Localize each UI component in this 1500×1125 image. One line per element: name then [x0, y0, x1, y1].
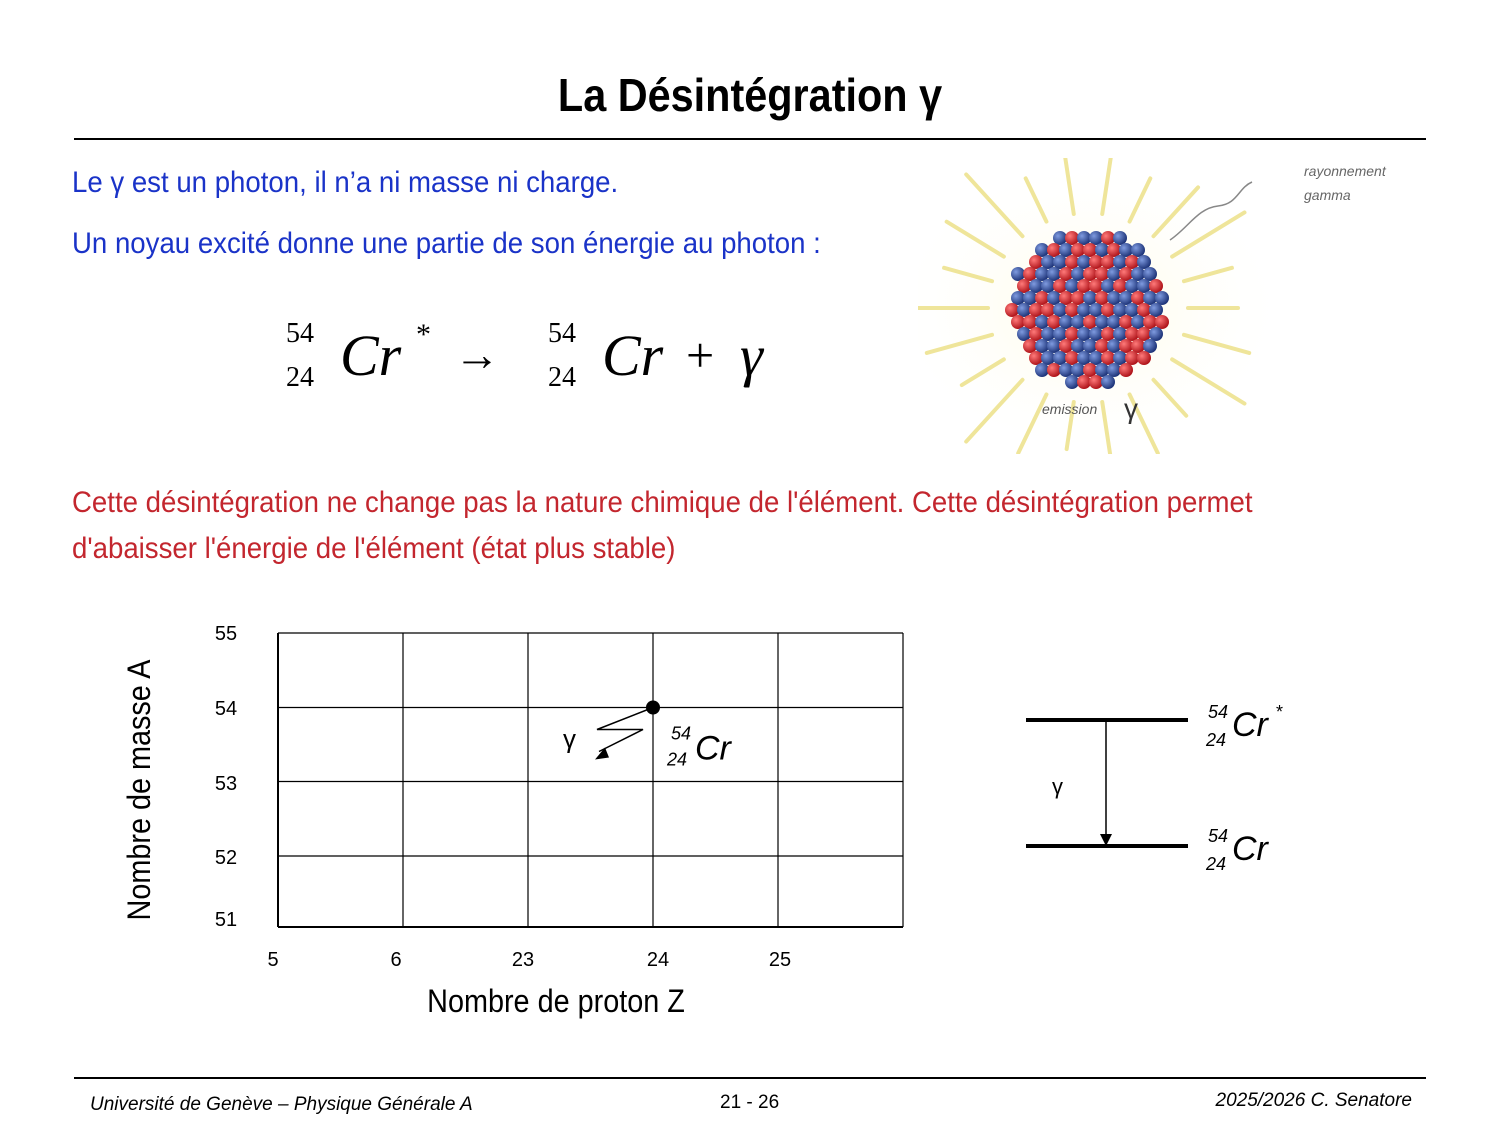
neutron [1089, 327, 1103, 341]
neutron [1137, 255, 1151, 269]
neutron [1143, 267, 1157, 281]
neutron [1053, 351, 1067, 365]
eq-plus: + [686, 327, 715, 383]
proton [1119, 267, 1133, 281]
label-emission: emission [1042, 401, 1098, 417]
neutron [1143, 291, 1157, 305]
neutron [1095, 315, 1109, 329]
x-tick-label: 6 [390, 949, 402, 971]
proton [1113, 279, 1127, 293]
neutron [1131, 243, 1145, 257]
x-tick-label: 5 [267, 949, 279, 971]
proton [1005, 303, 1019, 317]
proton [1029, 255, 1043, 269]
proton [1089, 279, 1103, 293]
proton [1065, 231, 1079, 245]
y-tick-label: 54 [214, 698, 238, 720]
y-axis-label: Nombre de masse A [121, 659, 158, 921]
neutron [1077, 327, 1091, 341]
footer-left: Université de Genève – Physique Générale A [90, 1094, 473, 1115]
neutron [1071, 339, 1085, 353]
eq-excited-star: * [416, 318, 431, 351]
proton [1077, 375, 1091, 389]
neutron [1065, 375, 1079, 389]
proton [1101, 231, 1115, 245]
neutron [1077, 351, 1091, 365]
proton [1137, 327, 1151, 341]
proton [1059, 291, 1073, 305]
neutron [1119, 243, 1133, 257]
title-divider [74, 138, 1426, 140]
neutron [1083, 291, 1097, 305]
neutron [1101, 279, 1115, 293]
neutron [1107, 363, 1121, 377]
neutron [1041, 327, 1055, 341]
x-tick-label: 23 [511, 949, 535, 971]
lower-symbol: Cr [1232, 830, 1268, 868]
proton [1047, 315, 1061, 329]
y-tick-label: 53 [214, 773, 238, 795]
neutron [1083, 339, 1097, 353]
neutron [1035, 267, 1049, 281]
decay-equation [280, 318, 820, 408]
levels-gamma-label: γ [1052, 774, 1063, 799]
decay-note: Cette désintégration ne change pas la nature chimique de l'élément. Cette désintégration permet d'abaisser l'énergie de l'élément (état plus stable) [72, 486, 1253, 565]
proton [1125, 351, 1139, 365]
neutron [1059, 243, 1073, 257]
proton [1071, 243, 1085, 257]
x-tick-label: 25 [768, 949, 792, 971]
proton [1131, 339, 1145, 353]
neutron [1053, 327, 1067, 341]
proton [1047, 363, 1061, 377]
nuclide-chart [0, 600, 960, 1040]
x-tick-label: 24 [646, 949, 670, 971]
proton [1023, 315, 1037, 329]
neutron [1107, 291, 1121, 305]
proton [1083, 243, 1097, 257]
y-tick-label: 52 [214, 847, 238, 869]
neutron [1029, 279, 1043, 293]
neutron [1131, 315, 1145, 329]
neutron [1113, 327, 1127, 341]
eq-arrow: → [454, 329, 500, 380]
upper-excited: * [1276, 702, 1284, 722]
proton [1023, 339, 1037, 353]
neutron [1113, 255, 1127, 269]
proton [1059, 267, 1073, 281]
proton [1125, 327, 1139, 341]
neutron [1035, 243, 1049, 257]
proton [1149, 279, 1163, 293]
neutron [1059, 315, 1073, 329]
proton [1065, 351, 1079, 365]
neutron [1107, 267, 1121, 281]
neutron [1041, 351, 1055, 365]
eq-mass-left: 54 [286, 318, 314, 349]
neutron [1035, 339, 1049, 353]
y-axis-ticks [215, 623, 237, 931]
neutron [1011, 291, 1025, 305]
proton [1023, 267, 1037, 281]
neutron [1047, 339, 1061, 353]
neutron [1143, 339, 1157, 353]
neutron [1053, 303, 1067, 317]
gamma-decay-arrow [597, 708, 653, 752]
proton [1053, 279, 1067, 293]
nucleus-figure [918, 158, 1428, 454]
chart-gamma-label: γ [563, 723, 576, 754]
neutron [1113, 231, 1127, 245]
footer-page: 21 - 26 [720, 1092, 780, 1113]
proton [1119, 339, 1133, 353]
proton [1041, 303, 1055, 317]
neutron [1089, 303, 1103, 317]
neutron [1041, 255, 1055, 269]
neutron [1149, 303, 1163, 317]
neutron [1041, 279, 1055, 293]
proton [1137, 303, 1151, 317]
neutron [1113, 303, 1127, 317]
proton [1089, 255, 1103, 269]
neutron [1101, 375, 1115, 389]
proton [1101, 327, 1115, 341]
proton [1017, 279, 1031, 293]
upper-charge: 24 [1206, 730, 1227, 750]
neutron [1035, 363, 1049, 377]
proton [1065, 327, 1079, 341]
neutron [1071, 267, 1085, 281]
neutron [1017, 303, 1031, 317]
proton [1131, 291, 1145, 305]
proton [1095, 339, 1109, 353]
proton [1083, 315, 1097, 329]
neutron [1053, 231, 1067, 245]
neutron [1077, 231, 1091, 245]
nucleus-illustration [918, 158, 1428, 454]
proton [1119, 363, 1133, 377]
energy-level-diagram [1000, 690, 1320, 890]
proton [1101, 351, 1115, 365]
neutron [1077, 303, 1091, 317]
proton [1035, 291, 1049, 305]
proton [1143, 315, 1157, 329]
proton [1137, 351, 1151, 365]
neutron [1017, 327, 1031, 341]
footer-divider [74, 1077, 1426, 1079]
eq-gamma: γ [740, 323, 763, 388]
eq-mass-right: 54 [548, 318, 576, 349]
neutron [1065, 279, 1079, 293]
y-tick-label: 55 [214, 623, 238, 645]
proton [1077, 279, 1091, 293]
proton [1095, 291, 1109, 305]
neutron [1137, 279, 1151, 293]
neutron [1095, 243, 1109, 257]
eq-charge-left: 24 [286, 362, 314, 393]
chart-nuc-charge: 24 [667, 749, 688, 770]
proton [1029, 351, 1043, 365]
upper-symbol: Cr [1232, 706, 1268, 744]
neutron [1059, 363, 1073, 377]
proton [1083, 363, 1097, 377]
slide-title: La Désintégration γ [557, 69, 943, 121]
neutron [1119, 291, 1133, 305]
neutron [1023, 291, 1037, 305]
label-rayonnement: rayonnement [1304, 163, 1386, 179]
label-emission-gamma: γ [1124, 393, 1138, 424]
lower-mass: 54 [1208, 826, 1229, 846]
text-line-photon: Le γ est un photon, il n’a ni masse ni charge. [72, 166, 619, 199]
neutron [1071, 363, 1085, 377]
neutron [1125, 279, 1139, 293]
proton [1095, 267, 1109, 281]
proton [1029, 327, 1043, 341]
footer-right: 2025/2026 C. Senatore [1215, 1090, 1412, 1111]
neutron [1113, 351, 1127, 365]
neutron [1107, 315, 1121, 329]
eq-charge-right: 24 [548, 362, 576, 393]
neutron [1077, 255, 1091, 269]
upper-mass: 54 [1208, 702, 1229, 722]
proton [1089, 375, 1103, 389]
label-gamma: gamma [1304, 187, 1351, 203]
eq-symbol-left: Cr [340, 323, 402, 388]
neutron [1125, 303, 1139, 317]
x-axis-ticks [267, 949, 791, 971]
neutron [1089, 231, 1103, 245]
neutron [1011, 267, 1025, 281]
neutron [1155, 291, 1169, 305]
proton [1065, 303, 1079, 317]
neutron [1047, 291, 1061, 305]
x-axis-label: Nombre de proton Z [427, 983, 685, 1020]
neutron [1107, 339, 1121, 353]
proton [1083, 267, 1097, 281]
chart-svg [0, 600, 960, 1040]
neutron [1071, 315, 1085, 329]
proton [1059, 339, 1073, 353]
neutron [1131, 267, 1145, 281]
proton [1125, 255, 1139, 269]
eq-symbol-right: Cr [602, 323, 664, 388]
chart-nuc-symbol: Cr [695, 729, 731, 768]
proton [1155, 315, 1169, 329]
neutron [1047, 267, 1061, 281]
proton [1071, 291, 1085, 305]
proton [1011, 315, 1025, 329]
proton [1119, 315, 1133, 329]
proton [1101, 255, 1115, 269]
y-tick-label: 51 [214, 909, 238, 931]
levels-svg [1000, 690, 1320, 890]
proton [1107, 243, 1121, 257]
proton [1101, 303, 1115, 317]
text-line-nucleus: Un noyau excité donne une partie de son énergie au photon : [72, 227, 821, 260]
neutron [1089, 351, 1103, 365]
neutron [1035, 315, 1049, 329]
neutron [1053, 255, 1067, 269]
proton [1029, 303, 1043, 317]
lower-charge: 24 [1206, 854, 1227, 874]
chart-nuc-mass: 54 [671, 723, 692, 744]
proton [1047, 243, 1061, 257]
chart-grid [278, 633, 903, 927]
neutron [1095, 363, 1109, 377]
neutron [1149, 327, 1163, 341]
proton [1065, 255, 1079, 269]
